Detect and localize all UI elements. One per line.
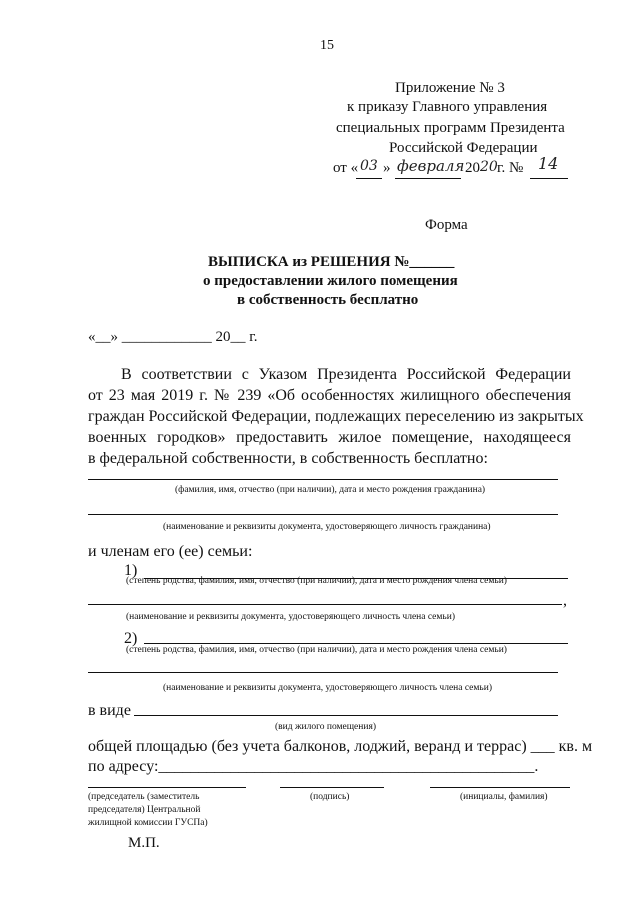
member-1-doc-caption: (наименование и реквизиты документа, удостоверяющего личность члена семьи) xyxy=(126,612,455,622)
chair-caption-line-1: (председатель (заместитель xyxy=(88,792,200,802)
member-1-name-caption: (степень родства, фамилия, имя, отчество (при наличии), дата и место рождения члена семьи) xyxy=(126,576,507,586)
body-line-2: от 23 мая 2019 г. № 239 «Об особенностях жилищного обеспечения xyxy=(88,387,571,404)
title-line-2: о предоставлении жилого помещения xyxy=(203,273,458,289)
member-2-name-line xyxy=(144,643,568,644)
body-line-5: в федеральной собственности, в собственность бесплатно: xyxy=(88,450,488,467)
citizen-doc-caption: (наименование и реквизиты документа, удостоверяющего личность гражданина) xyxy=(163,522,491,532)
member-1-comma: , xyxy=(563,592,567,609)
premises-type-caption: (вид жилого помещения) xyxy=(275,722,376,732)
address-line: по адресу:_______________________________________________. xyxy=(88,758,539,775)
member-2-name-caption: (степень родства, фамилия, имя, отчество (при наличии), дата и место рождения члена семьи) xyxy=(126,645,507,655)
body-line-3: граждан Российской Федерации, подлежащих переселению из закрытых xyxy=(88,408,584,425)
title-line-3: в собственность бесплатно xyxy=(237,292,419,308)
form-label: Форма xyxy=(425,217,468,233)
body-line-4: военных городков» предоставить жилое помещение, находящееся xyxy=(88,429,571,446)
initials-caption: (инициалы, фамилия) xyxy=(460,792,548,802)
decision-date-line: «__» ____________ 20__ г. xyxy=(88,329,258,345)
title-line-1: ВЫПИСКА из РЕШЕНИЯ №______ xyxy=(208,254,455,270)
order-date-month: февраля xyxy=(397,157,465,175)
appendix-line-1: Приложение № 3 xyxy=(395,80,505,96)
signature-sign-line xyxy=(280,787,384,788)
signature-caption: (подпись) xyxy=(310,792,350,802)
citizen-doc-line xyxy=(88,514,558,515)
day-underline xyxy=(356,178,382,179)
order-date-mid: » xyxy=(383,160,391,176)
order-date-day: 03 xyxy=(360,158,378,174)
number-underline xyxy=(530,178,568,179)
member-2-doc-line xyxy=(88,672,558,673)
appendix-line-2: к приказу Главного управления xyxy=(347,99,548,115)
chair-caption-line-3: жилищной комиссии ГУСПа) xyxy=(88,818,208,828)
citizen-name-caption: (фамилия, имя, отчество (при наличии), дата и место рождения гражданина) xyxy=(175,485,486,495)
month-underline xyxy=(395,178,461,179)
chair-caption-line-2: председателя) Центральной xyxy=(88,805,201,815)
member-2-number: 2) xyxy=(124,630,138,647)
member-2-doc-caption: (наименование и реквизиты документа, удостоверяющего личность члена семьи) xyxy=(163,683,492,693)
order-number: 14 xyxy=(538,154,559,173)
initials-sign-line xyxy=(430,787,570,788)
order-year-end: г. № xyxy=(497,160,524,176)
member-1-number: 1) xyxy=(124,562,138,579)
body-line-1: В соответствии с Указом Президента Российской Федерации xyxy=(121,366,571,383)
citizen-name-line xyxy=(88,479,558,480)
premises-as-label: в виде xyxy=(88,702,131,719)
order-date-prefix: от « xyxy=(333,160,359,176)
member-1-doc-line xyxy=(88,604,562,605)
chair-sign-line xyxy=(88,787,246,788)
appendix-line-3: специальных программ Президента xyxy=(336,120,565,136)
page-number: 15 xyxy=(320,38,334,53)
stamp-label: М.П. xyxy=(128,835,160,851)
order-year-suffix: 20 xyxy=(480,159,498,175)
premises-type-line xyxy=(134,715,558,716)
order-year-prefix: 20 xyxy=(465,160,480,176)
family-label: и членам его (ее) семьи: xyxy=(88,543,253,560)
appendix-line-4: Российской Федерации xyxy=(389,140,538,156)
area-line: общей площадью (без учета балконов, лоджий, веранд и террас) ___ кв. м xyxy=(88,738,593,755)
